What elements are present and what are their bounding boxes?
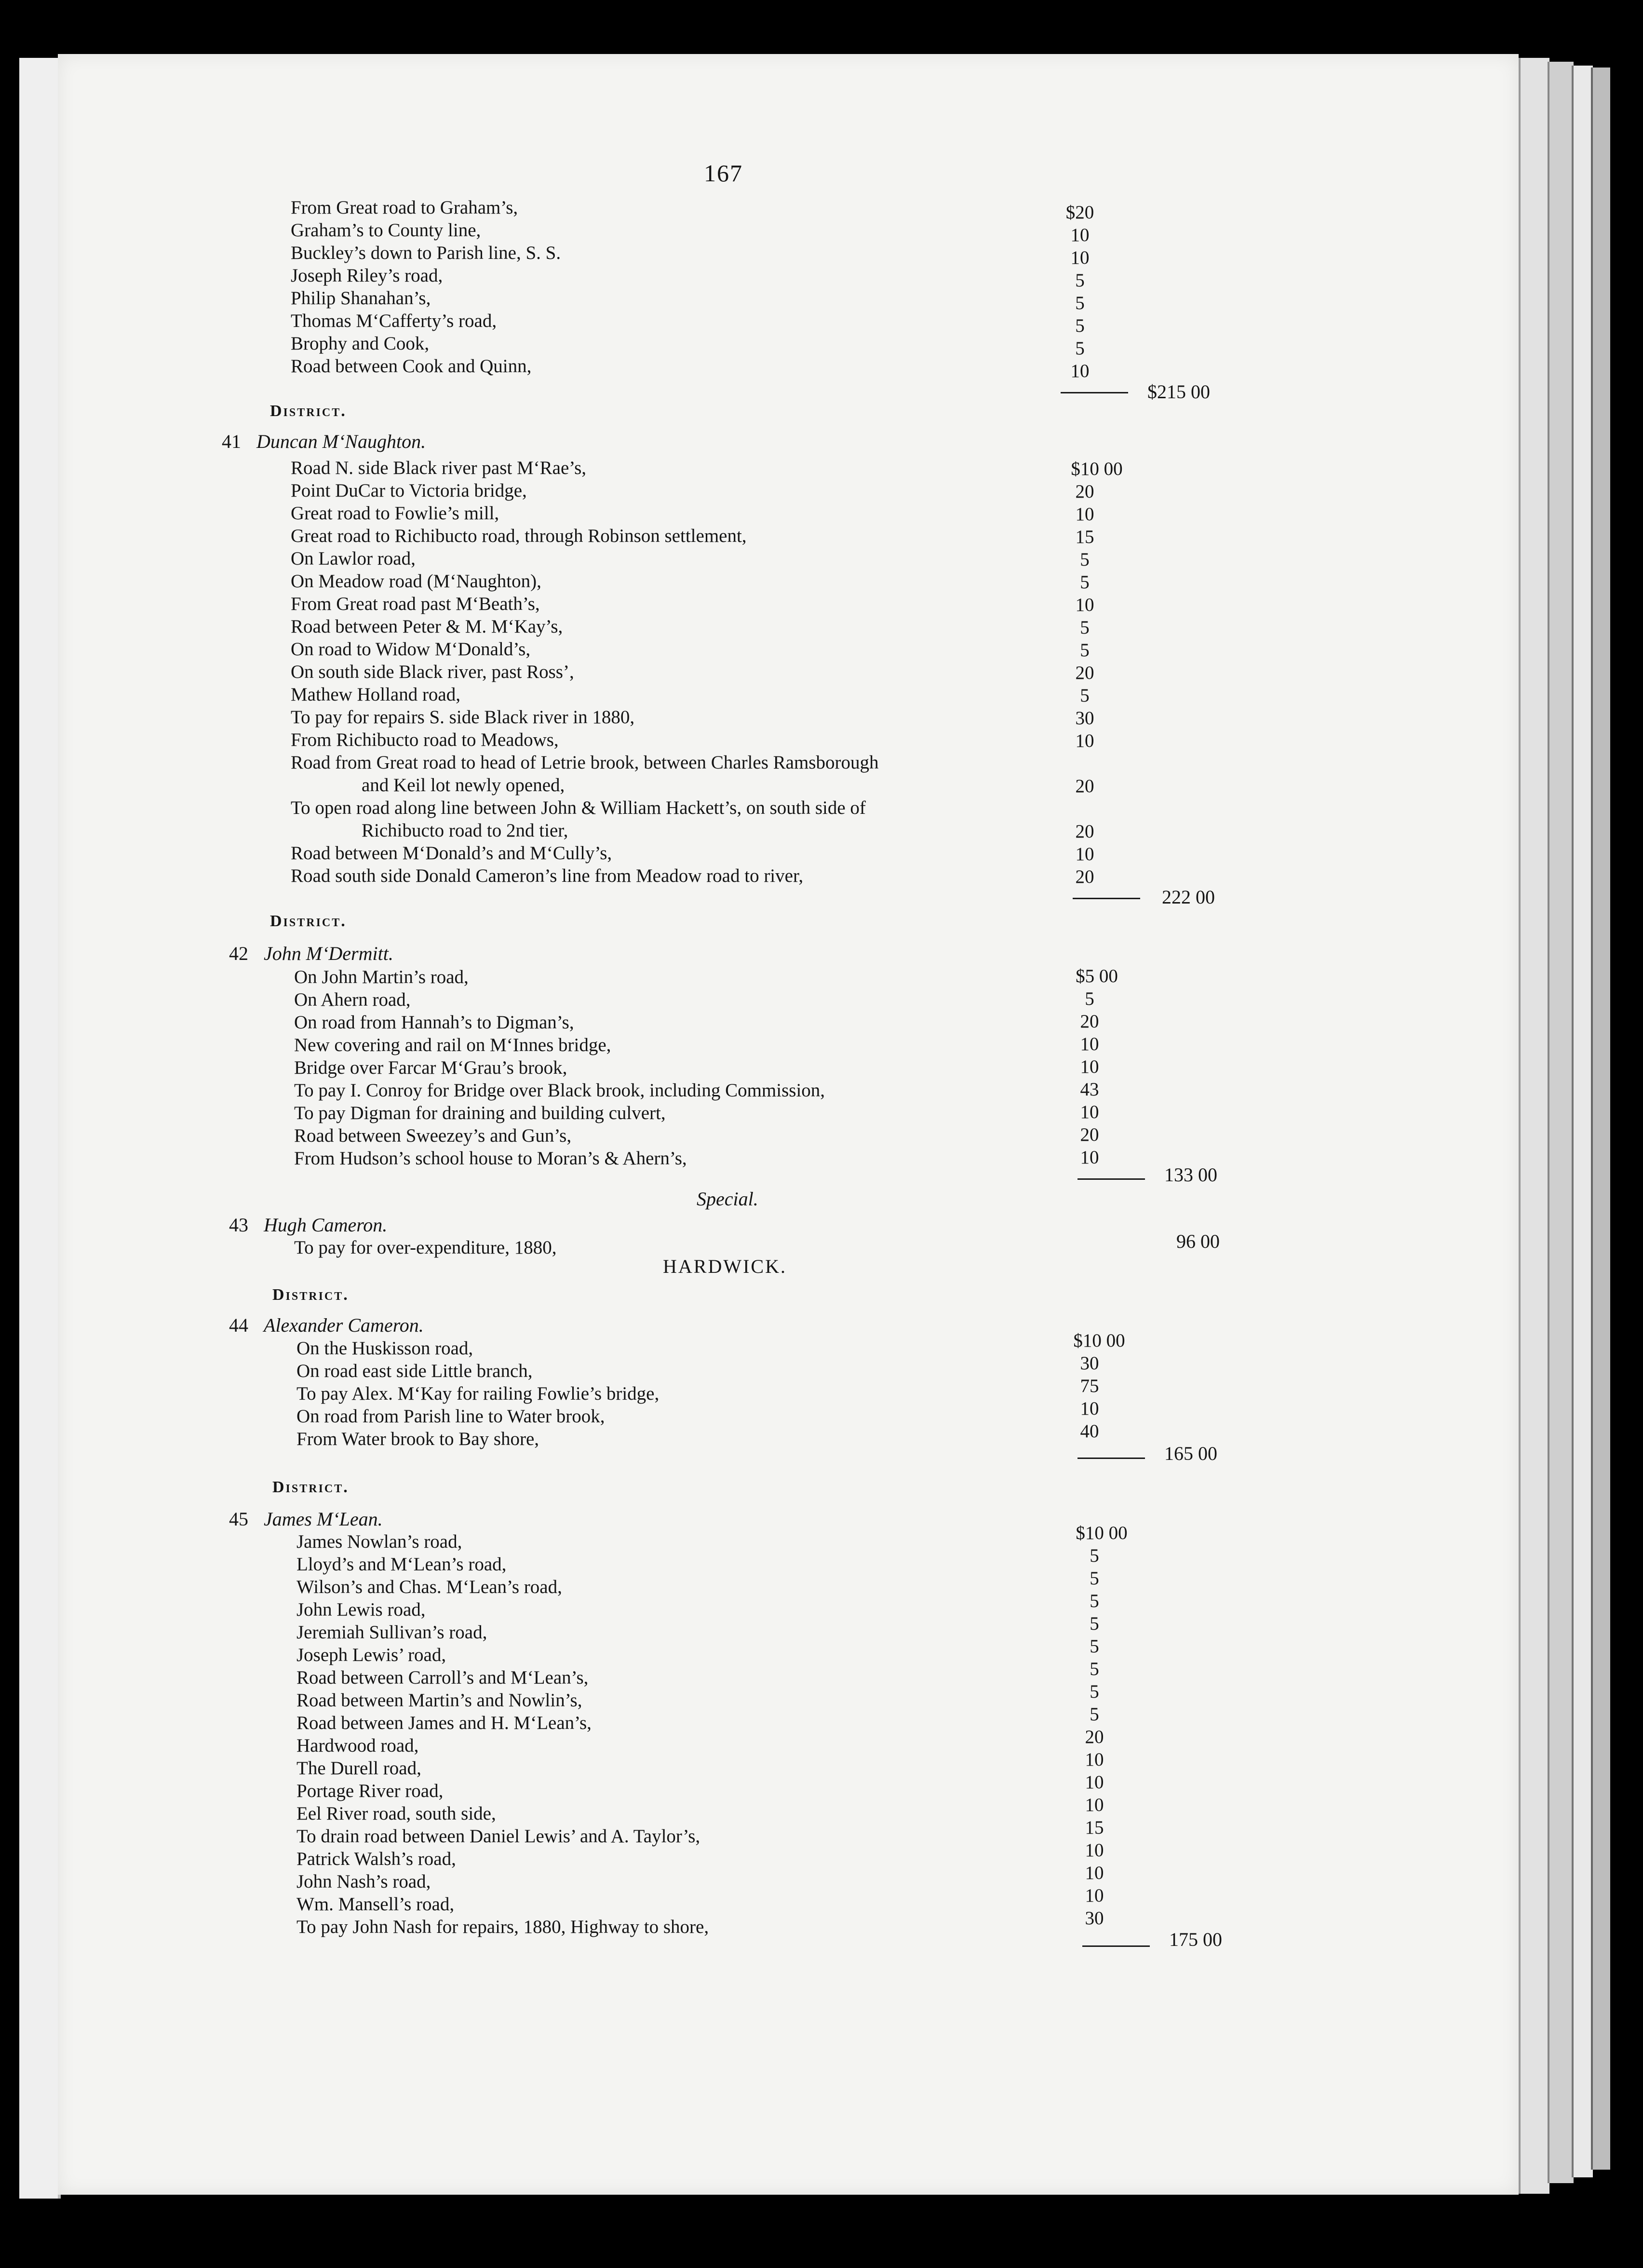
line-amount: 5	[1090, 1681, 1099, 1702]
line-item: Road between Sweezey’s and Gun’s,	[294, 1125, 572, 1146]
line-amount: 30	[1080, 1353, 1099, 1374]
line-item: On the Huskisson road,	[296, 1338, 473, 1359]
commissioner-name: John M‘Dermitt.	[264, 943, 393, 964]
line-item: To pay I. Conroy for Bridge over Black brook, including Commission,	[294, 1080, 825, 1101]
line-amount: $5 00	[1076, 966, 1118, 986]
line-item: To pay John Nash for repairs, 1880, Highway to shore,	[296, 1917, 709, 1937]
line-item: Road from Great road to head of Letrie brook, between Charles Ramsborough	[291, 752, 879, 773]
page-edge	[1572, 66, 1593, 2177]
total-rule	[1082, 1945, 1150, 1947]
district-total: 175 00	[1169, 1929, 1222, 1950]
line-item: Wm. Mansell’s road,	[296, 1894, 455, 1915]
line-amount: 10	[1085, 1795, 1104, 1815]
line-item: To pay for repairs S. side Black river in 1880,	[291, 707, 635, 728]
district-label: District.	[272, 1286, 349, 1304]
line-amount: 15	[1085, 1817, 1104, 1838]
line-amount: 40	[1080, 1421, 1099, 1442]
line-amount: 20	[1075, 662, 1094, 683]
line-item: From Great road to Graham’s,	[291, 197, 518, 218]
line-amount: 5	[1090, 1568, 1099, 1589]
district-total: 133 00	[1164, 1164, 1217, 1186]
line-item: Lloyd’s and M‘Lean’s road,	[296, 1554, 507, 1575]
line-item: Road between Peter & M. M‘Kay’s,	[291, 616, 563, 637]
line-amount: 5	[1080, 617, 1090, 638]
district-header	[229, 943, 393, 965]
line-item: The Durell road,	[296, 1758, 421, 1779]
line-amount: 10	[1085, 1772, 1104, 1793]
line-item: Point DuCar to Victoria bridge,	[291, 480, 527, 501]
left-page-edge	[19, 58, 61, 2199]
district-label: District.	[272, 1478, 349, 1496]
line-item: From Richibucto road to Meadows,	[291, 729, 559, 750]
district-number: 44	[229, 1314, 248, 1336]
line-amount: 10	[1075, 730, 1094, 751]
line-item: On Meadow road (M‘Naughton),	[291, 571, 541, 592]
line-amount: 10	[1085, 1749, 1104, 1770]
line-item: Wilson’s and Chas. M‘Lean’s road,	[296, 1577, 562, 1597]
line-amount: 10	[1080, 1102, 1099, 1122]
line-amount: 10	[1075, 504, 1094, 525]
line-item: Eel River road, south side,	[296, 1803, 496, 1824]
line-item: To pay for over-expenditure, 1880,	[294, 1237, 557, 1258]
line-item: On Lawlor road,	[291, 548, 416, 569]
line-item: Graham’s to County line,	[291, 220, 481, 241]
line-amount: 5	[1075, 270, 1085, 291]
line-amount: 10	[1080, 1398, 1099, 1419]
line-item: To pay Alex. M‘Kay for railing Fowlie’s bridge,	[296, 1383, 660, 1404]
line-item: To open road along line between John & William Hackett’s, on south side of	[291, 797, 866, 818]
line-amount: 5	[1085, 988, 1094, 1009]
line-amount: 5	[1090, 1636, 1099, 1657]
district-header	[229, 1214, 387, 1236]
line-item: Thomas M‘Cafferty’s road,	[291, 310, 497, 331]
line-amount: $10 00	[1076, 1523, 1128, 1543]
line-amount: 30	[1075, 708, 1094, 729]
page-edge	[1548, 62, 1574, 2183]
line-item: On road from Parish line to Water brook,	[296, 1406, 605, 1427]
line-item: New covering and rail on M‘Innes bridge,	[294, 1035, 611, 1055]
parish-heading: HARDWICK.	[663, 1256, 787, 1277]
line-item: Road between M‘Donald’s and M‘Cully’s,	[291, 843, 612, 864]
district-total: 222 00	[1162, 886, 1215, 908]
district-number: 42	[229, 943, 248, 964]
line-item: Patrick Walsh’s road,	[296, 1849, 456, 1869]
line-item: Great road to Fowlie’s mill,	[291, 503, 499, 524]
total-rule	[1077, 1178, 1145, 1180]
special-heading: Special.	[697, 1188, 758, 1210]
line-item: On road east side Little branch,	[296, 1361, 533, 1381]
line-item-continued: Richibucto road to 2nd tier,	[362, 820, 568, 841]
commissioner-name: James M‘Lean.	[264, 1508, 383, 1530]
page-number: 167	[704, 160, 743, 187]
line-item: On road from Hannah’s to Digman’s,	[294, 1012, 574, 1033]
line-item: Road south side Donald Cameron’s line from Meadow road to river,	[291, 865, 804, 886]
total-rule	[1073, 898, 1140, 899]
line-item: On south side Black river, past Ross’,	[291, 662, 574, 682]
line-amount: 5	[1090, 1659, 1099, 1679]
line-amount: $10 00	[1071, 459, 1123, 479]
line-item: Buckley’s down to Parish line, S. S.	[291, 243, 561, 263]
line-amount: 5	[1090, 1545, 1099, 1566]
line-item: Road between James and H. M‘Lean’s,	[296, 1713, 592, 1733]
line-amount: 20	[1075, 866, 1094, 887]
line-item: Road between Carroll’s and M‘Lean’s,	[296, 1667, 589, 1688]
line-item: Joseph Riley’s road,	[291, 265, 443, 286]
line-amount: 10	[1070, 247, 1090, 268]
district-header	[229, 1508, 383, 1530]
total-rule	[1061, 392, 1128, 393]
line-amount: 5	[1075, 293, 1085, 313]
district-header	[229, 1314, 424, 1336]
district-total: $215 00	[1147, 381, 1210, 403]
line-amount: 20	[1075, 481, 1094, 502]
line-item: On John Martin’s road,	[294, 967, 469, 987]
commissioner-name: Duncan M‘Naughton.	[256, 431, 426, 452]
district-total: 165 00	[1164, 1443, 1217, 1464]
district-total: 96 00	[1176, 1230, 1220, 1252]
line-amount: 20	[1080, 1124, 1099, 1145]
line-item: John Lewis road,	[296, 1599, 426, 1620]
line-item: From Water brook to Bay shore,	[296, 1429, 539, 1449]
line-amount: 10	[1085, 1885, 1104, 1906]
line-amount: 20	[1075, 821, 1094, 842]
line-amount: 15	[1075, 526, 1094, 547]
line-item: James Nowlan’s road,	[296, 1531, 462, 1552]
line-item: Hardwood road,	[296, 1735, 419, 1756]
line-amount: 5	[1080, 572, 1090, 593]
district-number: 45	[229, 1508, 248, 1530]
line-item: Portage River road,	[296, 1781, 444, 1801]
line-item: On Ahern road,	[294, 989, 411, 1010]
line-amount: 43	[1080, 1079, 1099, 1100]
line-item: Mathew Holland road,	[291, 684, 460, 705]
page-edge	[1519, 58, 1549, 2194]
line-amount: 10	[1075, 844, 1094, 864]
line-amount: 5	[1080, 685, 1090, 706]
line-amount: 10	[1085, 1863, 1104, 1883]
line-item: Road N. side Black river past M‘Rae’s,	[291, 458, 587, 478]
page-edge	[1591, 68, 1610, 2170]
line-item: From Great road past M‘Beath’s,	[291, 594, 540, 614]
line-item: Brophy and Cook,	[291, 333, 430, 354]
line-amount: 75	[1080, 1376, 1099, 1396]
line-amount: 10	[1080, 1147, 1099, 1168]
line-amount: 5	[1090, 1613, 1099, 1634]
line-item: Road between Martin’s and Nowlin’s,	[296, 1690, 582, 1711]
total-rule	[1077, 1458, 1145, 1459]
line-item: Great road to Richibucto road, through Robinson settlement,	[291, 526, 747, 546]
line-amount: 20	[1085, 1727, 1104, 1747]
commissioner-name: Hugh Cameron.	[264, 1214, 388, 1236]
district-number: 43	[229, 1214, 248, 1236]
commissioner-name: Alexander Cameron.	[264, 1314, 424, 1336]
line-amount: 20	[1075, 776, 1094, 796]
line-item: On road to Widow M‘Donald’s,	[291, 639, 531, 660]
line-amount: $20	[1065, 202, 1094, 223]
line-item-continued: and Keil lot newly opened,	[362, 775, 565, 796]
district-label: District.	[270, 402, 347, 420]
line-amount: 5	[1090, 1591, 1099, 1611]
line-amount: 5	[1080, 640, 1090, 661]
district-number: 41	[222, 431, 241, 452]
line-amount: 5	[1090, 1704, 1099, 1725]
line-item: John Nash’s road,	[296, 1871, 431, 1892]
line-amount: 30	[1085, 1908, 1104, 1929]
line-item: Bridge over Farcar M‘Grau’s brook,	[294, 1057, 567, 1078]
line-amount: $10 00	[1073, 1330, 1125, 1351]
line-amount: 10	[1080, 1034, 1099, 1054]
page-sheet	[58, 54, 1519, 2195]
line-amount: 10	[1070, 225, 1090, 245]
line-item: Road between Cook and Quinn,	[291, 356, 532, 377]
district-label: District.	[270, 912, 347, 930]
line-item: To drain road between Daniel Lewis’ and A. Taylor’s,	[296, 1826, 700, 1847]
line-item: Philip Shanahan’s,	[291, 288, 431, 309]
line-amount: 5	[1075, 338, 1085, 359]
line-item: Jeremiah Sullivan’s road,	[296, 1622, 487, 1643]
line-amount: 5	[1080, 549, 1090, 570]
line-amount: 10	[1085, 1840, 1104, 1861]
line-item: From Hudson’s school house to Moran’s & Ahern’s,	[294, 1148, 687, 1169]
line-amount: 10	[1070, 361, 1090, 381]
line-amount: 20	[1080, 1011, 1099, 1032]
line-item: To pay Digman for draining and building culvert,	[294, 1103, 666, 1123]
line-amount: 10	[1080, 1056, 1099, 1077]
line-amount: 5	[1075, 315, 1085, 336]
district-header	[222, 431, 426, 453]
line-item: Joseph Lewis’ road,	[296, 1645, 446, 1665]
line-amount: 10	[1075, 594, 1094, 615]
